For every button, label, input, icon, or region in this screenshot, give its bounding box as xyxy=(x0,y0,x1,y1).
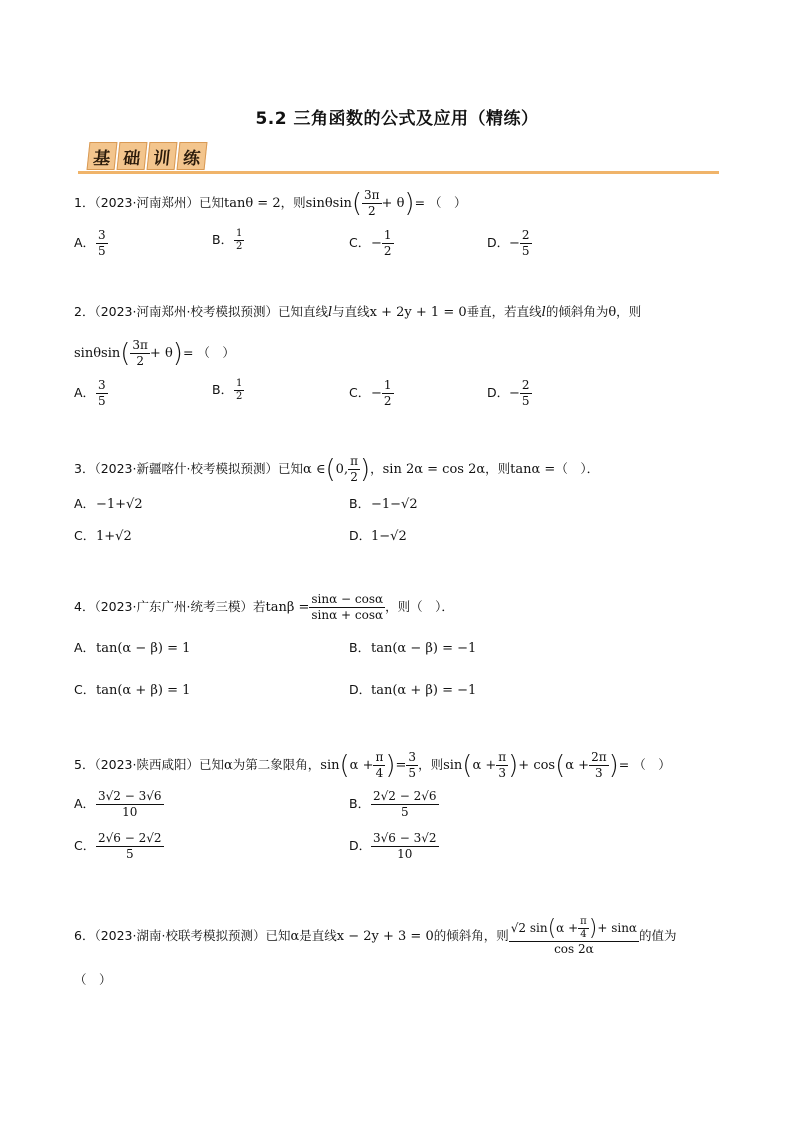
option-label: C． xyxy=(349,235,371,250)
fraction xyxy=(96,789,164,820)
fraction-denominator: 2 xyxy=(136,354,144,368)
fraction xyxy=(382,228,394,259)
paren: ( xyxy=(339,750,350,781)
question-6-stem xyxy=(74,916,677,957)
option-label: A． xyxy=(74,385,96,400)
option-b[interactable] xyxy=(212,378,244,403)
fraction xyxy=(96,831,164,862)
math-text: sin xyxy=(320,758,340,773)
paren: ( xyxy=(547,916,557,941)
paren: ( xyxy=(325,454,336,485)
fraction xyxy=(362,188,382,219)
math-text: x − 2y + 3 = 0 xyxy=(336,929,434,944)
question-1-stem xyxy=(74,188,467,219)
fraction-numerator: 2 xyxy=(521,378,530,392)
fraction xyxy=(589,750,609,781)
option-b[interactable] xyxy=(349,494,418,512)
fraction-numerator: 2√2 − 2√6 xyxy=(373,789,437,803)
option-label: D． xyxy=(487,385,510,400)
fraction-denominator: 3 xyxy=(498,766,507,780)
fraction xyxy=(496,750,508,781)
fraction-numerator: 1 xyxy=(383,228,392,242)
fraction-denominator: cos 2α xyxy=(554,942,594,956)
section-banner xyxy=(88,142,206,170)
fraction-denominator: sinα + cosα xyxy=(311,608,384,622)
math-text: α ∈ xyxy=(302,462,326,477)
question-2-stem xyxy=(74,302,641,323)
option-sign: − xyxy=(371,236,382,251)
math-text: tanα = xyxy=(510,462,556,477)
paren: ) xyxy=(608,750,619,781)
option-c[interactable] xyxy=(349,378,394,409)
answer-blank: （ ） xyxy=(74,972,112,987)
option-d[interactable] xyxy=(349,526,407,544)
math-text: 0, xyxy=(335,462,349,477)
question-3-stem xyxy=(74,454,599,485)
math-text: sin 2α = cos 2α xyxy=(382,462,486,477)
option-label: D． xyxy=(349,838,372,853)
question-text: 的倾斜角，则 xyxy=(433,928,509,943)
fraction-numerator: 3 xyxy=(408,750,417,764)
fraction xyxy=(309,592,385,623)
question-text: ， xyxy=(370,461,383,476)
option-text: 1−√2 xyxy=(371,529,407,544)
option-text: tan(α − β) = −1 xyxy=(371,641,477,656)
question-text: ，则 xyxy=(485,461,511,476)
option-sign: − xyxy=(509,236,520,251)
option-sign: − xyxy=(509,386,520,401)
paren: ) xyxy=(359,454,371,485)
paren: ) xyxy=(588,916,598,941)
fraction-denominator: 2 xyxy=(383,394,392,408)
math-text: l xyxy=(327,305,333,320)
fraction-numerator: 3π xyxy=(364,188,380,202)
fraction xyxy=(578,916,589,941)
fraction-denominator: 2 xyxy=(236,241,243,252)
math-text: x + 2y + 1 = 0 xyxy=(369,305,467,320)
section-tile: 训 xyxy=(147,142,178,170)
question-4-stem xyxy=(74,592,454,623)
option-b[interactable] xyxy=(349,789,439,820)
section-tile: 练 xyxy=(177,142,208,170)
fraction xyxy=(406,750,418,781)
fraction xyxy=(234,228,244,253)
option-sign: − xyxy=(371,386,382,401)
fraction-numerator: 3√6 − 3√2 xyxy=(373,831,437,845)
fraction-denominator: 5 xyxy=(521,394,530,408)
fraction-numerator: π xyxy=(580,916,587,927)
fraction-numerator: 3 xyxy=(98,228,106,242)
math-text: α + xyxy=(472,758,497,773)
option-label: C． xyxy=(74,838,96,853)
fraction-numerator: 1 xyxy=(383,378,392,392)
fraction xyxy=(509,916,639,957)
option-b[interactable] xyxy=(349,638,476,656)
option-label: B． xyxy=(349,640,371,655)
fraction-denominator: 10 xyxy=(397,847,413,861)
option-a[interactable] xyxy=(74,228,108,259)
fraction-numerator: 2√6 − 2√2 xyxy=(98,831,162,845)
question-text: 的倾斜角为 xyxy=(545,304,609,319)
math-text: sinθsin xyxy=(305,196,352,211)
option-d[interactable] xyxy=(487,228,532,259)
fraction-denominator: 3 xyxy=(595,766,603,780)
question-text: = （ ） xyxy=(414,195,467,210)
math-text: + θ xyxy=(149,346,173,361)
question-text: （ ）． xyxy=(555,461,600,476)
question-text: = （ ） xyxy=(182,345,235,360)
option-label: C． xyxy=(349,385,371,400)
option-b[interactable] xyxy=(212,228,244,253)
question-text: 是直线 xyxy=(299,928,337,943)
option-label: A． xyxy=(74,496,96,511)
fraction-denominator: 2 xyxy=(236,391,243,402)
option-text: 1+√2 xyxy=(96,529,132,544)
page-title: 5.2 三角函数的公式及应用（精练） xyxy=(255,109,539,129)
math-text: θ xyxy=(608,305,617,320)
question-text: 1．（2023·河南郑州）已知 xyxy=(74,195,224,210)
question-2-stem-line2 xyxy=(74,338,235,369)
option-a[interactable] xyxy=(74,789,164,820)
fraction xyxy=(371,789,439,820)
fraction-denominator: 5 xyxy=(98,244,106,258)
option-label: B． xyxy=(349,796,371,811)
fraction-denominator: 2 xyxy=(367,204,376,218)
paren: ) xyxy=(508,750,519,781)
paren: ( xyxy=(462,750,473,781)
math-text: √2 sin xyxy=(510,921,548,935)
math-text: l xyxy=(541,305,546,320)
fraction-numerator: sinα − cosα xyxy=(311,592,384,606)
math-text: α xyxy=(290,929,300,944)
fraction xyxy=(371,831,439,862)
fraction xyxy=(130,338,150,369)
math-text: α xyxy=(224,758,233,773)
option-label: D． xyxy=(487,235,510,250)
fraction-numerator: 3π xyxy=(132,338,148,352)
fraction-numerator: 2 xyxy=(521,228,530,242)
section-tile: 基 xyxy=(87,142,118,170)
fraction-numerator: 3√2 − 3√6 xyxy=(98,789,162,803)
option-c[interactable] xyxy=(74,526,132,544)
paren: ( xyxy=(555,750,566,781)
question-text: 4．（2023·广东广州·统考三模）若 xyxy=(74,599,266,614)
question-text: 3．（2023·新疆喀什·校考模拟预测）已知 xyxy=(74,461,303,476)
fraction xyxy=(96,378,108,409)
option-c[interactable] xyxy=(349,228,394,259)
question-text: 为第二象限角， xyxy=(232,757,321,772)
option-text: tan(α − β) = 1 xyxy=(96,641,191,656)
option-c[interactable] xyxy=(74,680,190,698)
option-d[interactable] xyxy=(349,831,439,862)
fraction-numerator: 2π xyxy=(591,750,607,764)
question-text: 的值为 xyxy=(639,928,677,943)
section-tile: 础 xyxy=(117,142,148,170)
math-text: + θ xyxy=(381,196,405,211)
question-text: 5．（2023·陕西咸阳）已知 xyxy=(74,757,224,772)
math-text: sinθsin xyxy=(74,346,121,361)
question-text: ，则 xyxy=(280,195,306,210)
question-text: ，则 xyxy=(616,304,642,319)
math-text: sin xyxy=(443,758,463,773)
option-label: B． xyxy=(212,232,234,247)
math-text: + sinα xyxy=(597,921,638,935)
option-label: A． xyxy=(74,235,96,250)
fraction-denominator: 5 xyxy=(98,394,106,408)
fraction-denominator: 5 xyxy=(408,766,417,780)
option-c[interactable] xyxy=(74,831,164,862)
math-text: = xyxy=(395,758,407,773)
fraction-denominator: 5 xyxy=(125,847,134,861)
paren: ) xyxy=(172,338,183,369)
question-text: 与直线 xyxy=(332,304,370,319)
fraction xyxy=(382,378,394,409)
question-text: = （ ） xyxy=(618,757,671,772)
option-label: D． xyxy=(349,682,372,697)
option-label: C． xyxy=(74,682,96,697)
option-a[interactable] xyxy=(74,378,108,409)
question-text: 垂直，若直线 xyxy=(466,304,542,319)
option-text: −1−√2 xyxy=(371,497,418,512)
fraction-numerator xyxy=(509,916,639,942)
option-label: A． xyxy=(74,640,96,655)
question-5-stem xyxy=(74,750,671,781)
fraction xyxy=(96,228,108,259)
question-text: ，则 xyxy=(418,757,444,772)
paren: ) xyxy=(404,188,415,219)
option-text: −1+√2 xyxy=(96,497,143,512)
fraction-numerator: 1 xyxy=(236,378,243,389)
option-label: C． xyxy=(74,528,96,543)
question-text: 2．（2023·河南郑州·校考模拟预测）已知直线 xyxy=(74,304,328,319)
fraction-denominator: 4 xyxy=(375,766,384,780)
option-text: tan(α + β) = −1 xyxy=(371,683,477,698)
option-d[interactable] xyxy=(487,378,532,409)
fraction xyxy=(373,750,385,781)
option-a[interactable] xyxy=(74,638,190,656)
fraction xyxy=(348,454,360,485)
math-text: tanβ = xyxy=(265,600,310,615)
fraction-denominator: 5 xyxy=(521,244,530,258)
option-d[interactable] xyxy=(349,680,476,698)
option-label: B． xyxy=(349,496,371,511)
math-text: α + xyxy=(349,758,374,773)
fraction xyxy=(520,228,532,259)
section-divider xyxy=(78,171,719,174)
fraction-denominator: 10 xyxy=(122,805,138,819)
option-text: tan(α + β) = 1 xyxy=(96,683,191,698)
option-label: B． xyxy=(212,382,234,397)
math-text: + cos xyxy=(518,758,556,773)
paren: ) xyxy=(385,750,396,781)
math-text: tanθ = 2 xyxy=(224,196,281,211)
fraction-numerator: 1 xyxy=(236,228,243,239)
paren: ( xyxy=(120,338,131,369)
math-text: α + xyxy=(556,921,579,935)
fraction-denominator: 2 xyxy=(383,244,392,258)
fraction-numerator: 3 xyxy=(98,378,106,392)
math-text: α + xyxy=(565,758,590,773)
question-text: 6．（2023·湖南·校联考模拟预测）已知 xyxy=(74,928,291,943)
fraction-denominator: 4 xyxy=(580,929,587,940)
fraction-numerator: π xyxy=(375,750,384,764)
fraction xyxy=(520,378,532,409)
fraction-numerator: π xyxy=(350,454,358,468)
fraction-numerator: π xyxy=(498,750,507,764)
question-text: ，则（ ）． xyxy=(385,599,454,614)
option-label: A． xyxy=(74,796,96,811)
fraction xyxy=(234,378,244,403)
fraction-denominator: 2 xyxy=(350,470,358,484)
paren: ( xyxy=(351,188,363,219)
fraction-denominator: 5 xyxy=(400,805,409,819)
option-a[interactable] xyxy=(74,494,143,512)
option-label: D． xyxy=(349,528,372,543)
